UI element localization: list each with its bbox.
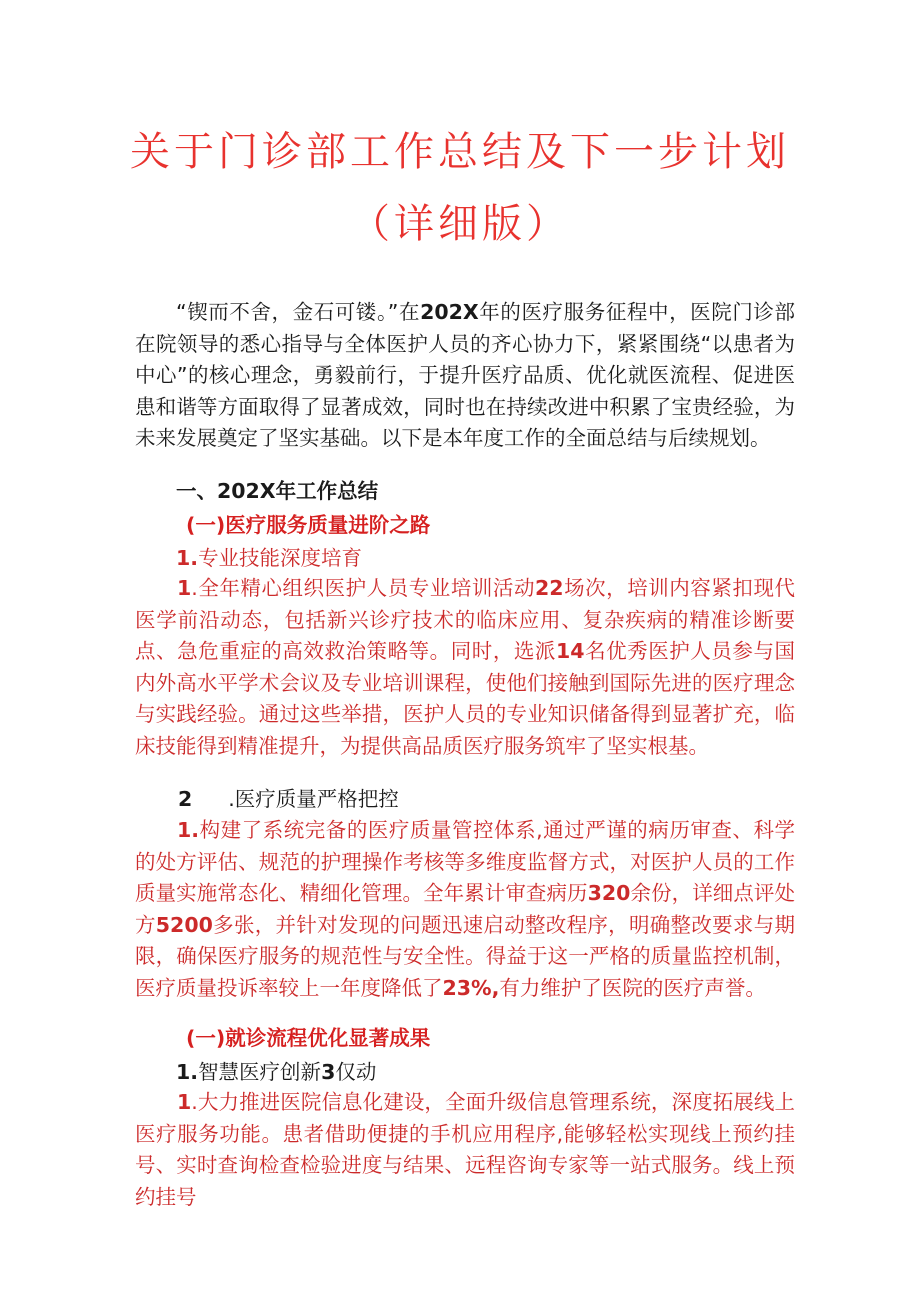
item-paragraph-2-num: 1. <box>177 818 200 842</box>
item-heading-2-text: .医疗质量严格把控 <box>228 787 399 811</box>
intro-year: 202X <box>420 300 479 324</box>
item-heading-2 <box>178 782 399 812</box>
item-heading-2-num: 2 <box>178 787 193 811</box>
intro-text-1: “锲而不舍，金石可镂。”在 <box>176 300 421 324</box>
item-paragraph-2-text-a: 构建了系统完备的医疗质量管控体系,通过严谨的病历审查、科学的处方评估、规范的护理操作考核等多维度监督方式，对医护人员的工作质量实施常态化、精细化管理。全年累计审查病历 <box>135 818 795 906</box>
item-paragraph-3-num: 1 <box>177 1090 192 1114</box>
item-heading-1-num: 1. <box>176 546 199 570</box>
item-heading-3-n: 3 <box>321 1060 336 1084</box>
item-heading-3 <box>176 1055 376 1085</box>
section-heading-1: 一、202X年工作总结 <box>176 479 379 503</box>
item-paragraph-1-num2: 14 <box>555 639 585 664</box>
item-paragraph-2-num1: 320 <box>587 881 631 906</box>
item-paragraph-1-num1: 22 <box>535 576 564 600</box>
item-heading-1-text: 专业技能深度培育 <box>198 546 363 570</box>
item-paragraph-3-text-a: .大力推进医院信息化建设，全面升级信息管理系统，深度拓展线上医疗服务功能。患者借助便捷的手机应用程序,能够轻松实现线上预约挂号、实时查询检查检验进度与结果、远程咨询专家等一站式服务。线上预约挂号 <box>135 1090 795 1209</box>
item-heading-3-num: 1. <box>176 1060 199 1084</box>
intro-paragraph <box>135 297 795 455</box>
item-paragraph-1-text-c: 名优秀医护人员参与国内外高水平学术会议及专业培训课程，使他们接触到国际先进的医疗理念与实践经验。通过这些举措，医护人员的专业知识储备得到显著扩充，临床技能得到精准提升，为提供高品质医疗服务筑牢了坚实根基。 <box>135 639 796 758</box>
item-paragraph-2-num2: 5200 <box>155 912 213 937</box>
subsection-heading-2: (一)就诊流程优化显著成果 <box>186 1026 431 1050</box>
item-paragraph-1-text-a: .全年精心组织医护人员专业培训活动 <box>191 576 536 600</box>
item-heading-3-text: 智慧医疗创新 <box>198 1060 322 1084</box>
item-paragraph-2 <box>135 815 795 1005</box>
document-title: 关于门诊部工作总结及下一步计划 <box>130 129 790 175</box>
item-paragraph-2-num3: 23%, <box>442 975 500 1000</box>
item-paragraph-2-text-b: 余份，详细点评处方 <box>135 881 796 937</box>
subsection-heading-1: (一)医疗服务质量进阶之路 <box>186 513 431 537</box>
item-heading-3-tail: 仅动 <box>335 1060 377 1084</box>
item-paragraph-2-text-d: 有力维护了医院的医疗声誉。 <box>499 975 766 1000</box>
document-subtitle: （详细版） <box>350 201 570 247</box>
item-heading-1 <box>176 541 362 571</box>
item-paragraph-3 <box>135 1087 795 1213</box>
item-paragraph-1-text-b: 场次，培训内容紧扣现代医学前沿动态，包括新兴诊疗技术的临床应用、复杂疾病的精准诊断要点、急危重症的高效救治策略等。同时，选派 <box>135 576 796 664</box>
item-paragraph-2-text-c: 多张，并针对发现的问题迅速启动整改程序，明确整改要求与期限，确保医疗服务的规范性与安全性。得益于这一严格的质量监控机制，医疗质量投诉率较上一年度降低了 <box>135 912 796 1000</box>
intro-text-2: 年的医疗服务征程中，医院门诊部在院领导的悉心指导与全体医护人员的齐心协力下，紧紧围绕“以患者为中心”的核心理念，勇毅前行，于提升医疗品质、优化就医流程、促进医患和谐等方面取得了显著成效，同时也在持续改进中积累了宝贵经验，为未来发展奠定了坚实基础。以下是本年度工作的全面总结与后续规划。 <box>135 300 795 451</box>
item-paragraph-1-num: 1 <box>177 576 192 600</box>
item-paragraph-1 <box>135 573 795 763</box>
